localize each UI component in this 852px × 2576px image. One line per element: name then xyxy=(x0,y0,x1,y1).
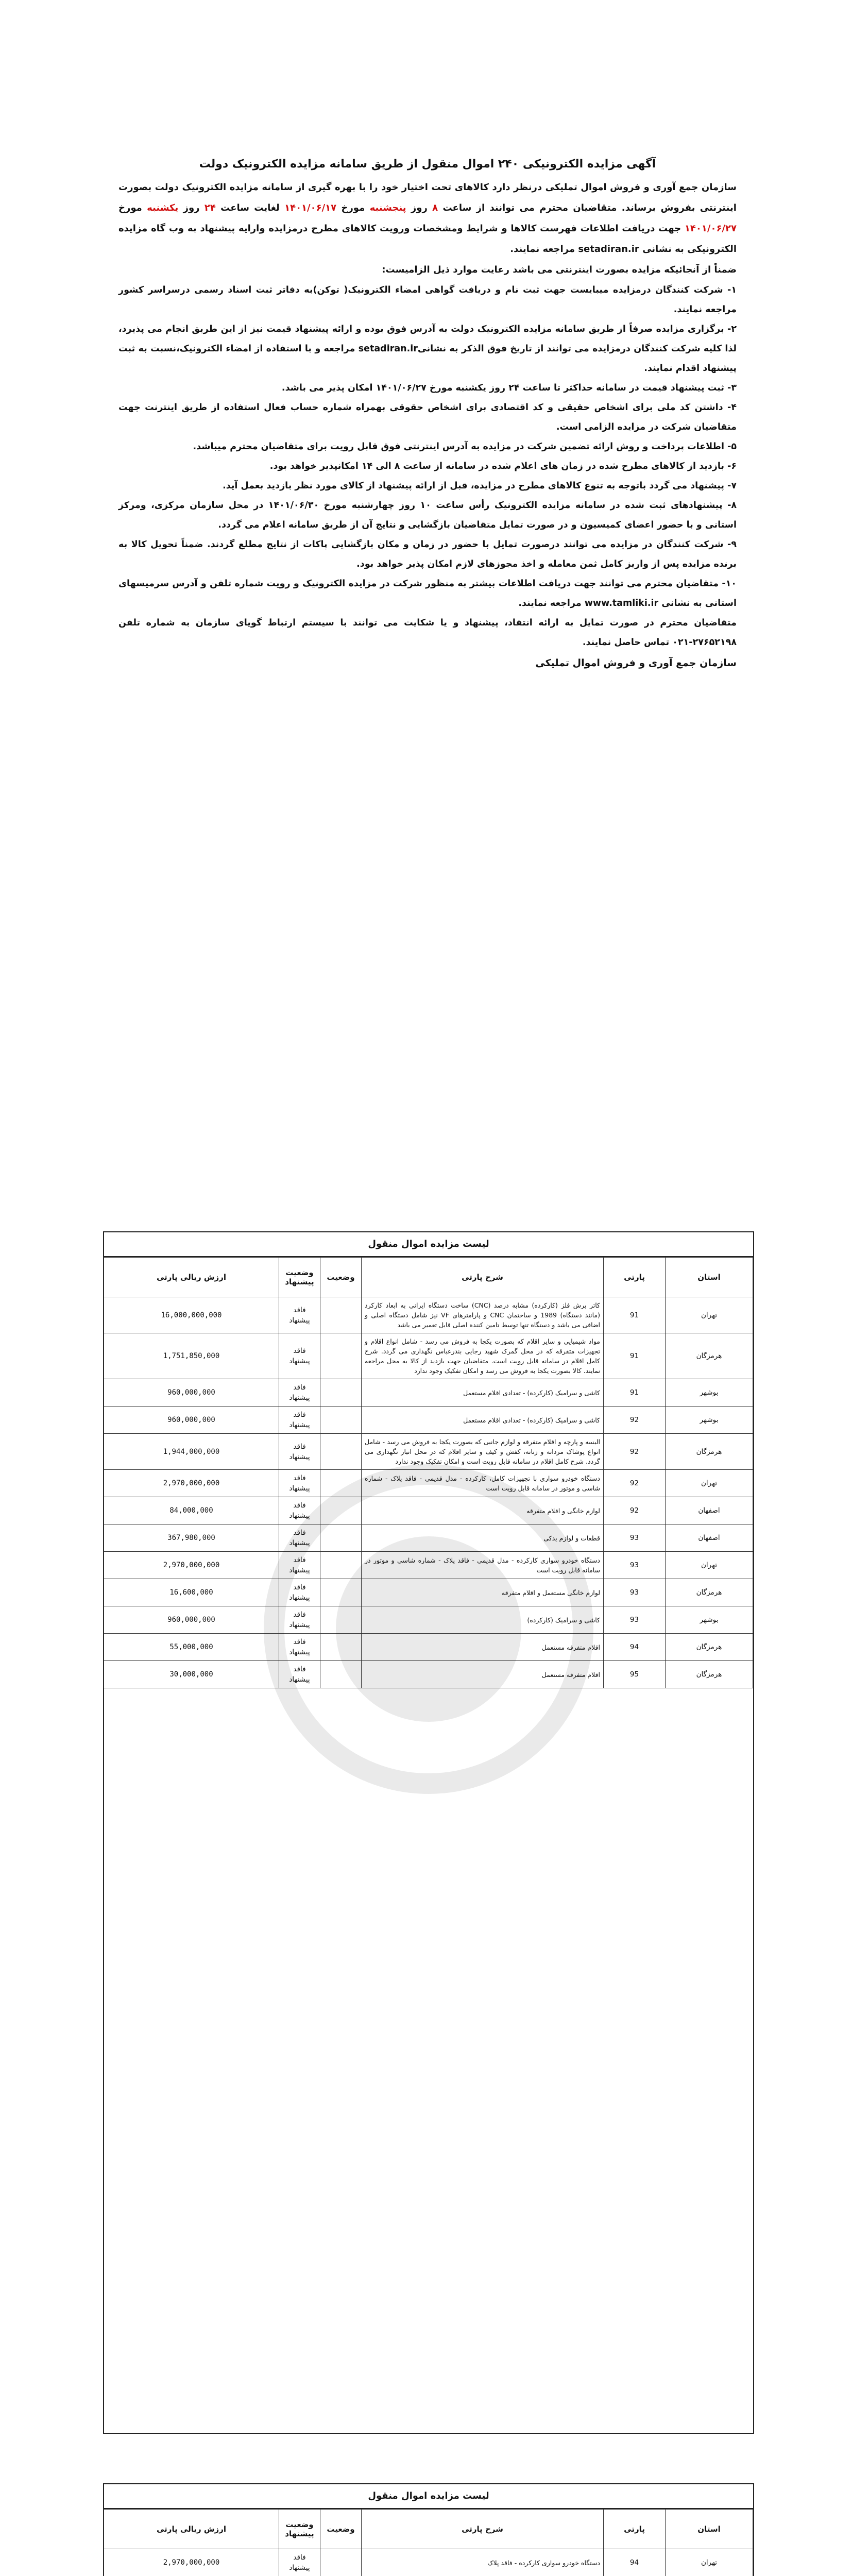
cell-status xyxy=(320,1661,362,1688)
table-row xyxy=(104,1552,753,1579)
intro-text-4: لغایت ساعت xyxy=(220,202,280,213)
cell-price: 55,000,000 xyxy=(104,1634,279,1661)
col-price: ارزش ریالی پارتی xyxy=(104,2510,279,2549)
cell-status xyxy=(320,1434,362,1470)
notice-item: ۶- بازدید از کالاهای مطرح شده در زمان های اعلام شده در سامانه از ساعت ۸ الی ۱۴ امکانپذیر خواهد بود. xyxy=(269,461,737,471)
cell-price: 2,970,000,000 xyxy=(104,2549,279,2576)
cell-province: هرمزگان xyxy=(666,1579,753,1606)
table-title: لیست مزایده اموال منقول xyxy=(104,2484,753,2509)
cell-desc: اقلام متفرقه مستعمل xyxy=(362,1634,604,1661)
cell-desc: کاشی و سرامیک (کارکرده) xyxy=(362,1606,604,1634)
site-link[interactable]: setadiran.ir xyxy=(578,244,639,255)
cell-province: اصفهان xyxy=(666,1524,753,1552)
cell-price: 960,000,000 xyxy=(104,1606,279,1634)
cell-desc: دستگاه خودرو سواری کارکرده - مدل قدیمی - فاقد پلاک - شماره شاسی و موتور در سامانه قابل رویت است xyxy=(362,1552,604,1579)
cell-lot: 94 xyxy=(604,1634,666,1661)
cell-lot: 93 xyxy=(604,1606,666,1634)
table-row xyxy=(104,1434,753,1470)
table-row xyxy=(104,1470,753,1497)
col-province: استان xyxy=(666,1258,753,1297)
intro-text-8: مراجعه نمایند. xyxy=(510,244,575,255)
cell-province: تهران xyxy=(666,2549,753,2576)
table-row xyxy=(104,1606,753,1634)
cell-offer: فاقد پیشنهاد xyxy=(279,1634,320,1661)
cell-lot: 91 xyxy=(604,1379,666,1406)
table-row xyxy=(104,1579,753,1606)
cell-status xyxy=(320,1552,362,1579)
cell-province: هرمزگان xyxy=(666,1634,753,1661)
notice-item: ۳- ثبت پیشنهاد قیمت در سامانه حداکثر تا ساعت ۲۴ روز یکشنبه مورخ ۱۴۰۱/۰۶/۲۷ امکان پذیر می باشد. xyxy=(281,383,737,393)
intro-text-1: سازمان جمع آوری و فروش اموال تملیکی درنظر دارد کالاهای تحت اختیار خود را با بهره گیری از سامانه مزایده الکترونیک دولت بصورت اینترنتی بفروش برساند. متقاضیان محترم می توانند از ساعت xyxy=(118,182,737,213)
start-hour: ۸ xyxy=(432,202,438,213)
signature: سازمان جمع آوری و فروش اموال تملیکی xyxy=(535,657,737,669)
cell-price: 16,600,000 xyxy=(104,1579,279,1606)
cell-desc: قطعات و لوازم یدکی xyxy=(362,1524,604,1552)
notice-item: ۸- پیشنهادهای ثبت شده در سامانه مزایده الکترونیک رأس ساعت ۱۰ روز چهارشنبه مورخ ۱۴۰۱/۰۶/۳۰ در محل سازمان مرکزی، ومرکز استانی و با حضور اعضای کمیسیون و در صورت تمایل متقاضیان بازگشایی و نتایج آن از طریق سامانه اعلام می گردد. xyxy=(118,500,737,530)
col-lot: پارتی xyxy=(604,1258,666,1297)
cell-province: بوشهر xyxy=(666,1406,753,1434)
cell-status xyxy=(320,1497,362,1524)
cell-province: هرمزگان xyxy=(666,1333,753,1379)
cell-lot: 91 xyxy=(604,1333,666,1379)
notice-items xyxy=(118,280,737,652)
cell-lot: 91 xyxy=(604,1297,666,1333)
table-grid xyxy=(104,2509,753,2576)
intro-text-6: مورخ xyxy=(118,202,142,213)
cell-lot: 94 xyxy=(604,2549,666,2576)
intro-text-7: جهت دریافت اطلاعات فهرست کالاها و شرایط ومشخصات ورویت کالاهای مطرح درمزایده وارایه پیشنهاد به وب گاه مزایده الکترونیکی به نشانی xyxy=(118,223,737,255)
cell-desc: دستگاه خودرو سواری با تجهیزات کامل، کارکرده - مدل قدیمی - فاقد پلاک - شماره شاسی و موتور در سامانه قابل رویت است xyxy=(362,1470,604,1497)
table-row xyxy=(104,1379,753,1406)
cell-lot: 92 xyxy=(604,1434,666,1470)
cell-desc: کاشی و سرامیک (کارکرده) - تعدادی اقلام مستعمل xyxy=(362,1379,604,1406)
notice-item: ۷- پیشنهاد می گردد باتوجه به تنوع کالاهای مطرح در مزایده، قبل از ارائه پیشنهاد از کالای مورد نظر بازدید بعمل آید. xyxy=(223,481,737,491)
cell-status xyxy=(320,2549,362,2576)
notice-item: ۵- اطلاعات پرداخت و روش ارائه تضمین شرکت در مزایده به آدرس اینترنتی فوق قابل رویت برای متقاضیان محترم میباشد. xyxy=(193,442,737,452)
cell-offer: فاقد پیشنهاد xyxy=(279,2549,320,2576)
col-lot: پارتی xyxy=(604,2510,666,2549)
cell-status xyxy=(320,1524,362,1552)
auction-table-2 xyxy=(103,2483,754,2576)
intro-text-5: روز xyxy=(183,202,200,213)
cell-lot: 92 xyxy=(604,1406,666,1434)
cell-price: 16,000,000,000 xyxy=(104,1297,279,1333)
col-offer: وضعیت پیشنهاد xyxy=(279,1258,320,1297)
cell-offer: فاقد پیشنهاد xyxy=(279,1434,320,1470)
end-hour: ۲۴ xyxy=(204,202,216,213)
cell-offer: فاقد پیشنهاد xyxy=(279,1470,320,1497)
cell-offer: فاقد پیشنهاد xyxy=(279,1297,320,1333)
col-offer: وضعیت پیشنهاد xyxy=(279,2510,320,2549)
end-day: یکشنبه xyxy=(147,202,179,213)
table-row xyxy=(104,1661,753,1688)
cell-price: 960,000,000 xyxy=(104,1379,279,1406)
notice-item: متقاضیان محترم در صورت تمایل به ارائه انتقاد، پیشنهاد و یا شکایت می توانند با سیستم ارتباط گویای سازمان به شماره تلفن ۲۷۶۵۲۱۹۸-۰۲۱ تماس حاصل نمایند. xyxy=(118,618,737,648)
cell-offer: فاقد پیشنهاد xyxy=(279,1579,320,1606)
cell-province: تهران xyxy=(666,1552,753,1579)
cell-price: 1,751,850,000 xyxy=(104,1333,279,1379)
notice-item: ۴- داشتن کد ملی برای اشخاص حقیقی و کد اقتصادی برای اشخاص حقوقی بهمراه شماره حساب فعال استفاده از طریق اینترنت جهت متقاضیان شرکت در مزایده الزامی است. xyxy=(118,402,737,432)
cell-province: هرمزگان xyxy=(666,1661,753,1688)
notice-item: ۲- برگزاری مزایده صرفاً از طریق سامانه مزایده الکترونیک دولت به آدرس فوق بوده و ارائه پیشنهاد قیمت نیز از این طریق انجام می پذیرد، لذا کلیه شرکت کنندگان درمزایده می توانند از تاریخ فوق الذکر به نشانیsetadiran.ir مراجعه و با استفاده از امضاء الکترونیک،نسبت به ثبت پیشنهاد اقدام نمایند. xyxy=(118,324,737,374)
cell-desc: دستگاه خودرو سواری کارکرده - فاقد پلاک xyxy=(362,2549,604,2576)
cell-status xyxy=(320,1634,362,1661)
cell-lot: 93 xyxy=(604,1552,666,1579)
cell-offer: فاقد پیشنهاد xyxy=(279,1606,320,1634)
cell-price: 2,970,000,000 xyxy=(104,1470,279,1497)
cell-province: بوشهر xyxy=(666,1379,753,1406)
cell-offer: فاقد پیشنهاد xyxy=(279,1524,320,1552)
cell-price: 2,970,000,000 xyxy=(104,1552,279,1579)
cell-status xyxy=(320,1333,362,1379)
cell-status xyxy=(320,1297,362,1333)
col-province: استان xyxy=(666,2510,753,2549)
cell-desc: لوازم خانگی و اقلام متفرقه xyxy=(362,1497,604,1524)
notice-intro xyxy=(118,177,737,260)
cell-status xyxy=(320,1606,362,1634)
cell-offer: فاقد پیشنهاد xyxy=(279,1497,320,1524)
cell-lot: 93 xyxy=(604,1579,666,1606)
cell-lot: 92 xyxy=(604,1497,666,1524)
cell-desc: کاتر برش فلز (کارکرده) مشابه درصد (CNC) ساخت دستگاه ایرانی به ابعاد کارکرد (مانند دستگاه) 1989 و ساختمان CNC و پارامترهای VF نیز شامل دستگاه اصلی و اضافی می باشد و دستگاه تنها توسط تامین کننده اصلی قابل تعمیر می باشد xyxy=(362,1297,604,1333)
end-date: ۱۴۰۱/۰۶/۲۷ xyxy=(684,223,737,234)
cell-offer: فاقد پیشنهاد xyxy=(279,1661,320,1688)
notice-item: ۱۰- متقاضیان محترم می توانند جهت دریافت اطلاعات بیشتر به منظور شرکت در مزایده الکترونیک و رویت شماره تلفن و آدرس سرمیسهای استانی به نشانی www.tamliki.ir مراجعه نمایند. xyxy=(118,579,737,608)
table-title: لیست مزایده اموال منقول xyxy=(104,1232,753,1257)
cell-price: 367,980,000 xyxy=(104,1524,279,1552)
cell-status xyxy=(320,1579,362,1606)
cell-province: هرمزگان xyxy=(666,1434,753,1470)
start-day: پنجشنبه xyxy=(369,202,406,213)
cell-price: 84,000,000 xyxy=(104,1497,279,1524)
cell-desc: کاشی و سرامیک (کارکرده) - تعدادی اقلام مستعمل xyxy=(362,1406,604,1434)
cell-offer: فاقد پیشنهاد xyxy=(279,1552,320,1579)
cell-price: 30,000,000 xyxy=(104,1661,279,1688)
cell-province: بوشهر xyxy=(666,1606,753,1634)
cell-status xyxy=(320,1379,362,1406)
cell-lot: 92 xyxy=(604,1470,666,1497)
col-status: وضعیت xyxy=(320,1258,362,1297)
cell-status xyxy=(320,1470,362,1497)
cell-offer: فاقد پیشنهاد xyxy=(279,1406,320,1434)
cell-province: تهران xyxy=(666,1297,753,1333)
cell-lot: 95 xyxy=(604,1661,666,1688)
col-status: وضعیت xyxy=(320,2510,362,2549)
cell-lot: 93 xyxy=(604,1524,666,1552)
notice-header xyxy=(118,155,737,669)
cell-desc: البسه و پارچه و اقلام متفرقه و لوازم جانبی که بصورت یکجا به فروش می رسد - شامل انواع پوشاک مردانه و زنانه، کفش و کیف و سایر اقلام که در محل انبار نگهداری می گردد. شرح کامل اقلام در سامانه قابل رویت است و امکان تفکیک وجود ندارد xyxy=(362,1434,604,1470)
cell-desc: اقلام متفرقه مستعمل xyxy=(362,1661,604,1688)
intro-text-3: مورخ xyxy=(341,202,365,213)
col-desc: شرح پارتی xyxy=(362,2510,604,2549)
table-row xyxy=(104,1634,753,1661)
cell-offer: فاقد پیشنهاد xyxy=(279,1379,320,1406)
col-desc: شرح پارتی xyxy=(362,1258,604,1297)
intro-text-2: روز xyxy=(411,202,428,213)
cell-desc: لوازم خانگی مستعمل و اقلام متفرقه xyxy=(362,1579,604,1606)
table-row xyxy=(104,2549,753,2576)
table-row xyxy=(104,1297,753,1333)
notice-item: ۹- شرکت کنندگان در مزایده می توانند درصورت تمایل با حضور در زمان و مکان بازگشایی پاکات از نتایج مطلع گردند. ضمناً تحویل کالا به برنده مزایده پس از واریز کامل ثمن معامله و اخذ مجوزهای لازم امکان پذیر خواهد بود. xyxy=(118,539,737,569)
table-row xyxy=(104,1333,753,1379)
notice-note: ضمناً از آنجائیکه مزایده بصورت اینترنتی می باشد رعایت موارد ذیل الزامیست: xyxy=(382,264,737,275)
cell-province: تهران xyxy=(666,1470,753,1497)
table-row xyxy=(104,1524,753,1552)
table-grid xyxy=(104,1257,753,1688)
cell-offer: فاقد پیشنهاد xyxy=(279,1333,320,1379)
auction-table-1 xyxy=(103,1231,754,2434)
cell-province: اصفهان xyxy=(666,1497,753,1524)
table-row xyxy=(104,1497,753,1524)
cell-status xyxy=(320,1406,362,1434)
notice-title: آگهی مزایده الکترونیکی ۲۴۰ اموال منقول از طریق سامانه مزایده الکترونیک دولت xyxy=(199,158,656,171)
start-date: ۱۴۰۱/۰۶/۱۷ xyxy=(284,202,337,213)
cell-price: 1,944,000,000 xyxy=(104,1434,279,1470)
notice-item: ۱- شرکت کنندگان درمزایده میبایست جهت ثبت نام و دریافت گواهی امضاء الکترونیک( توکن)به دفاتر ثبت اسناد رسمی درسراسر کشور مراجعه نمایند. xyxy=(118,285,737,315)
cell-price: 960,000,000 xyxy=(104,1406,279,1434)
col-price: ارزش ریالی پارتی xyxy=(104,1258,279,1297)
table-row xyxy=(104,1406,753,1434)
cell-desc: مواد شیمیایی و سایر اقلام که بصورت یکجا به فروش می رسد - شامل انواع اقلام و تجهیزات متفرقه که در محل گمرک شهید رجایی بندرعباس نگهداری می گردد. شرح کامل اقلام در سامانه قابل رویت است. متقاضیان جهت بازدید از کالا به محل مراجعه نمایند. کالا بصورت یکجا به فروش می رسد و امکان تفکیک وجود ندارد xyxy=(362,1333,604,1379)
